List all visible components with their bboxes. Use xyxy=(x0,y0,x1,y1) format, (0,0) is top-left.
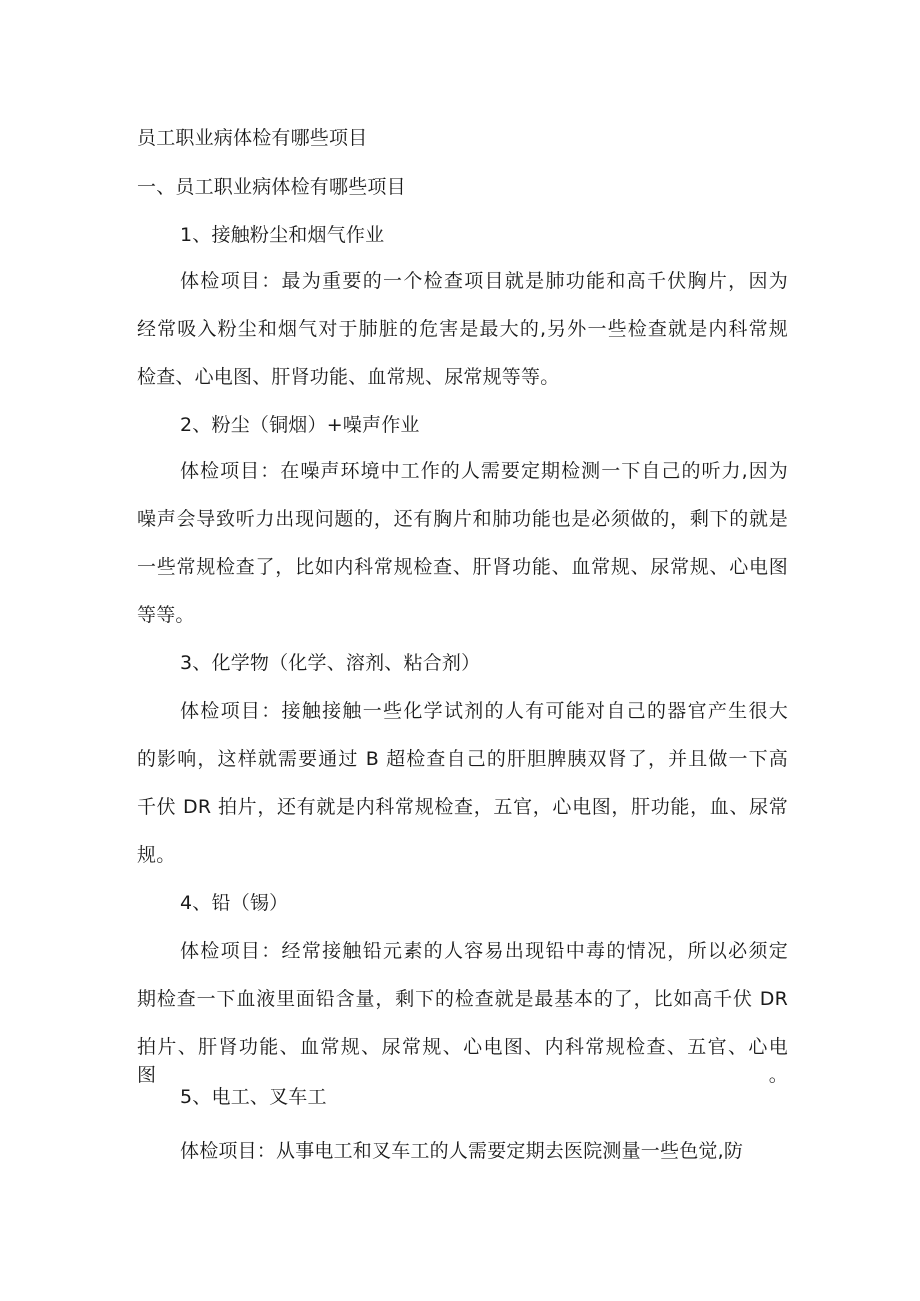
paragraph-line: 体检项目：在噪声环境中工作的人需要定期检测一下自己的听力,因为 xyxy=(180,460,788,482)
paragraph-line: 体检项目：从事电工和叉车工的人需要定期去医院测量一些色觉,防 xyxy=(180,1140,744,1162)
paragraph-line: 千伏 DR 拍片，还有就是内科常规检查，五官，心电图，肝功能，血、尿常 xyxy=(137,796,788,818)
item-heading: 4、铅（锡） xyxy=(180,892,289,914)
paragraph-line: 噪声会导致听力出现问题的，还有胸片和肺功能也是必须做的，剩下的就是 xyxy=(137,508,788,530)
item-heading: 2、粉尘（铜烟）+噪声作业 xyxy=(180,414,420,436)
paragraph-line: 检查、心电图、肝肾功能、血常规、尿常规等等。 xyxy=(137,366,560,388)
paragraph-line: 经常吸入粉尘和烟气对于肺脏的危害是最大的,另外一些检查就是内科常规 xyxy=(137,318,788,340)
section-heading: 一、员工职业病体检有哪些项目 xyxy=(137,176,406,198)
document-title: 员工职业病体检有哪些项目 xyxy=(137,127,368,149)
paragraph-line: 体检项目：接触接触一些化学试剂的人有可能对自己的器官产生很大 xyxy=(180,700,788,722)
item-heading: 5、电工、叉车工 xyxy=(180,1086,327,1108)
item-heading: 3、化学物（化学、溶剂、粘合剂） xyxy=(180,652,481,674)
paragraph-line: 一些常规检查了，比如内科常规检查、肝肾功能、血常规、尿常规、心电图 xyxy=(137,556,788,578)
paragraph-line: 体检项目：经常接触铅元素的人容易出现铅中毒的情况，所以必须定 xyxy=(180,940,788,962)
paragraph-line: 拍片、肝肾功能、血常规、尿常规、心电图、内科常规检查、五官、心电图。 xyxy=(137,1036,788,1086)
paragraph-line: 规。 xyxy=(137,844,176,866)
paragraph-line: 的影响，这样就需要通过 B 超检查自己的肝胆脾胰双肾了，并且做一下高 xyxy=(137,748,788,770)
paragraph-line: 期检查一下血液里面铅含量，剩下的检查就是最基本的了，比如高千伏 DR xyxy=(137,988,788,1010)
paragraph-line: 等等。 xyxy=(137,604,195,626)
item-heading: 1、接触粉尘和烟气作业 xyxy=(180,224,385,246)
paragraph-line: 体检项目：最为重要的一个检查项目就是肺功能和高千伏胸片，因为 xyxy=(180,270,788,292)
